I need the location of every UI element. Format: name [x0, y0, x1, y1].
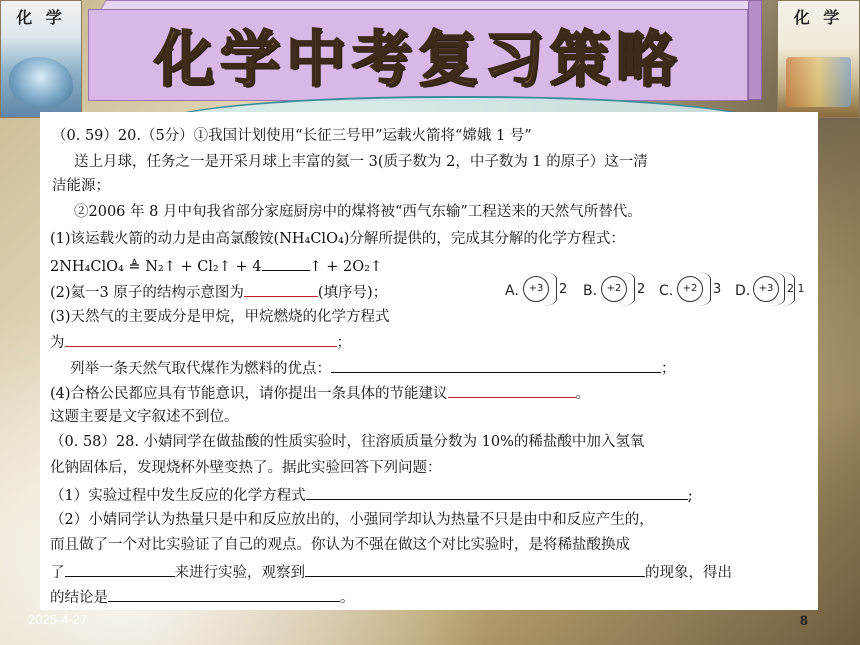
q20-equation [50, 255, 382, 277]
nucleus-circle: +3 [523, 276, 549, 302]
option-c [659, 272, 729, 308]
option-d [735, 272, 805, 308]
answer-blank [305, 561, 645, 577]
title-banner [88, 9, 748, 101]
electron-count: 2 [637, 282, 646, 297]
q20-advantage-end: ； [661, 361, 676, 377]
q28-line-3-a: 了 [50, 565, 65, 581]
q28-part-1-end: ; [687, 488, 693, 504]
q20-part-4-end: 。 [575, 386, 591, 402]
heat-triangle-icon: ≜ [128, 259, 141, 275]
q20-part-4-text: (4)合格公民都应具有节能意识，请你提出一条具体的节能建议 [50, 386, 448, 402]
nucleus-circle: +2 [677, 276, 703, 302]
equation-reactant: 2NH₄ClO₄ [50, 259, 124, 275]
q20-line-3: 洁能源； [52, 178, 110, 194]
q28-line-2: 化钠固体后，发现烧杯外壁变热了。据此实验回答下列问题： [50, 460, 442, 476]
q28-part-2-line-4 [50, 586, 355, 608]
cover-artwork [786, 57, 851, 107]
answer-blank [108, 586, 340, 602]
q28-part-2-line-1: （2）小婧同学认为热量只是中和反应放出的，小强同学却认为热量不只是由中和反应产生的， [50, 512, 654, 528]
q28-line-1: （0. 58）28. 小婧同学在做盐酸的性质实验时，往溶质质量分数为 10%的稀盐酸中加入氢氧 [50, 434, 645, 450]
slide-title: 化学中考复习策略 [154, 25, 682, 95]
q20-advantage-text: 列举一条天然气取代煤作为燃料的优点： [70, 361, 331, 377]
electron-count: 3 [713, 282, 722, 297]
answer-blank [262, 255, 310, 271]
exam-document [40, 112, 818, 610]
answer-blank [448, 382, 576, 398]
equation-products-b: ↑ + 2O₂↑ [309, 259, 383, 275]
title-banner-side-face [748, 0, 762, 100]
answer-blank [331, 357, 661, 373]
q20-line-2: 送上月球，任务之一是开采月球上丰富的氦一 3(质子数为 2，中子数为 1 的原子）这一清 [74, 154, 648, 170]
q20-part-4 [50, 382, 590, 404]
slide-page-number: 8 [800, 612, 808, 628]
answer-blank [65, 561, 175, 577]
option-b [583, 272, 653, 308]
answer-blank [306, 484, 688, 500]
electron-shell-arc [697, 272, 711, 306]
electron-count: 2 1 [787, 282, 805, 295]
nucleus-circle: +2 [601, 276, 627, 302]
electron-shell-arc [543, 272, 557, 306]
equation-products-a: N₂↑ + Cl₂↑ + 4 [145, 259, 262, 275]
slide-date: 2025-4-27 [28, 612, 88, 627]
q20-part-3-end: ； [336, 335, 351, 351]
q20-line-1: （0. 59）20.（5分）①我国计划使用“长征三号甲”运载火箭将“嫦娥 1 号” [52, 128, 532, 144]
answer-blank [244, 281, 318, 297]
q20-part-2-text: (2)氦一3 原子的结构示意图为 [50, 285, 244, 301]
q20-part-2 [50, 281, 387, 303]
cover-artwork [9, 57, 73, 107]
q28-line-4-end: 。 [340, 590, 355, 606]
electron-count: 2 [559, 282, 568, 297]
atomic-structure-options [505, 262, 805, 318]
q20-line-4: ②2006 年 8 月中旬我省部分家庭厨房中的煤将被“西气东输”工程送来的天然气所替代。 [74, 204, 642, 220]
q20-part-3-advantage [70, 357, 676, 379]
cover-title: 化 学 [793, 8, 844, 27]
q28-part-2-line-3 [50, 561, 732, 583]
nucleus-circle: +3 [753, 276, 779, 302]
q28-part-1-text: （1）实验过程中发生反应的化学方程式 [50, 488, 306, 504]
q20-part-3: (3)天然气的主要成分是甲烷，甲烷燃烧的化学方程式 [50, 309, 390, 325]
textbook-cover-left [0, 0, 82, 118]
q20-part-1: (1)该运载火箭的动力是由高氯酸铵(NH₄ClO₄)分解所提供的，完成其分解的化学方程式： [50, 231, 625, 247]
q28-part-1 [50, 484, 693, 506]
q28-part-2-line-2: 而且做了一个对比实验证了自己的观点。你认为不强在做这个对比实验时，是将稀盐酸换成 [50, 537, 630, 553]
answer-blank [65, 331, 337, 347]
textbook-cover-right [777, 0, 860, 118]
cover-title: 化 学 [16, 8, 66, 27]
option-letter: D. [735, 283, 751, 299]
q28-line-3-b: 来进行实验，观察到 [174, 565, 305, 581]
option-letter: C. [659, 283, 674, 299]
q20-part-3-lead: 为 [50, 335, 65, 351]
option-a [505, 272, 575, 308]
option-letter: A. [505, 283, 519, 299]
q28-line-4-a: 的结论是 [50, 590, 108, 606]
q20-part-3-answer [50, 331, 351, 353]
option-letter: B. [583, 283, 598, 299]
q20-part-2-text-end: (填序号)； [317, 285, 388, 301]
electron-shell-arc [621, 272, 635, 306]
q20-note: 这题主要是文字叙述不到位。 [50, 409, 239, 425]
q28-line-3-c: 的现象，得出 [645, 565, 732, 581]
